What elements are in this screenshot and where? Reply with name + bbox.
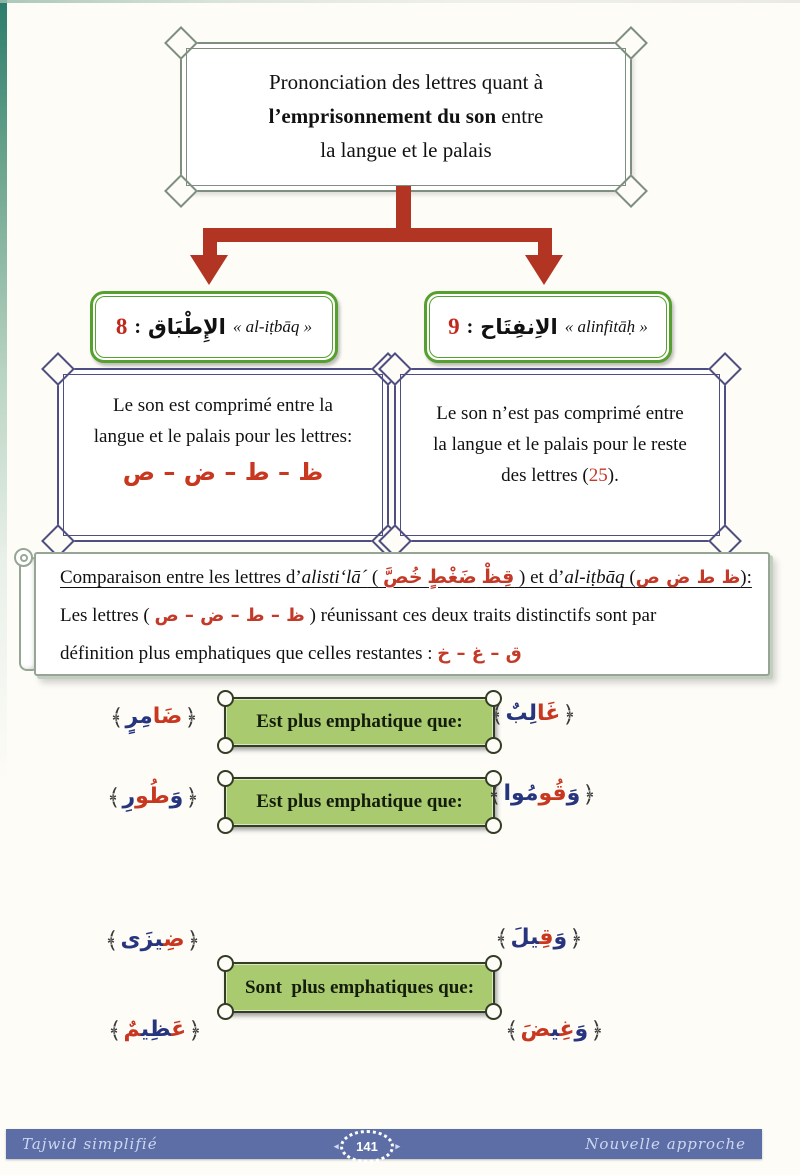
mnemonic-word: خُصَّ bbox=[382, 566, 423, 588]
arabic-word: ضَامِرٍ bbox=[125, 704, 183, 729]
flow-arrow-bar bbox=[203, 228, 552, 242]
corner-ornament bbox=[217, 1003, 234, 1020]
scroll-curl-icon bbox=[14, 548, 33, 567]
arabic-word: وَغِ‍‍ي‍‍ضَ bbox=[520, 1017, 589, 1042]
corner-ornament bbox=[217, 770, 234, 787]
line2-text-end: ) réunissant ces deux traits distinctifs sont par bbox=[304, 605, 657, 626]
emphasis-label-box-2 bbox=[224, 777, 495, 827]
paren: ( bbox=[624, 567, 636, 588]
page-number-badge bbox=[340, 1130, 394, 1163]
ornate-bracket-icon: ﴾ bbox=[490, 702, 504, 728]
colon: : bbox=[134, 315, 141, 338]
line3-text: définition plus emphatiques que celles restantes : bbox=[60, 643, 438, 664]
corner-ornament bbox=[485, 817, 502, 834]
comparison-line2 bbox=[36, 597, 768, 635]
itbaq-description: Le son est comprimé entre la langue et le palais pour les lettres: bbox=[93, 395, 353, 447]
corner-ornament bbox=[485, 955, 502, 972]
arrowhead-left-icon bbox=[190, 255, 228, 285]
rule-9-header-box bbox=[424, 291, 672, 363]
comparison-scroll bbox=[34, 552, 770, 676]
ornate-bracket-icon: ﴾ bbox=[488, 782, 502, 808]
itbaq-letters: ص – ض – ط – ظ bbox=[122, 458, 324, 486]
quran-word-ghalib bbox=[490, 700, 576, 728]
title-line2 bbox=[182, 99, 630, 133]
rule-arabic-name: الاِنفِتَاح bbox=[480, 315, 558, 339]
emphatic-letters: ص – ض – ط – ظ bbox=[154, 605, 305, 626]
corner-ornament bbox=[485, 737, 502, 754]
infitah-description bbox=[429, 398, 691, 491]
infitah-text: Le son n’est pas comprimé entre la langue et le palais pour le reste des lettres ( bbox=[433, 403, 687, 486]
page-edge-decoration bbox=[0, 0, 7, 780]
quran-word-watur bbox=[107, 783, 199, 811]
ornate-bracket-icon: ﴿ bbox=[185, 785, 199, 811]
corner-ornament bbox=[217, 955, 234, 972]
page-number: ◂ 141 bbox=[356, 1139, 378, 1154]
title-box bbox=[180, 42, 632, 192]
ornate-bracket-icon: ﴿ bbox=[184, 705, 198, 731]
ornate-bracket-icon: ﴾ bbox=[105, 928, 119, 954]
ornate-bracket-icon: ﴾ bbox=[505, 1018, 519, 1044]
quran-word-waqila bbox=[495, 924, 583, 952]
istila-term: alisti‘lā´ bbox=[301, 567, 368, 588]
ornate-bracket-icon: ﴿ bbox=[590, 1018, 604, 1044]
quran-word-waghida bbox=[505, 1016, 604, 1044]
heading-mid: ) et d’ bbox=[514, 567, 565, 588]
comparison-heading bbox=[36, 554, 768, 597]
arrowhead-right-icon bbox=[525, 255, 563, 285]
arabic-word: ضِ‍‍يزَى bbox=[120, 927, 185, 952]
heading-text: Comparaison entre les lettres d’ bbox=[60, 567, 302, 588]
letters-count: 25 bbox=[588, 465, 608, 486]
corner-ornament bbox=[485, 1003, 502, 1020]
emphasis-label: Est plus emphatique que: bbox=[256, 711, 463, 732]
itbaq-detail-box bbox=[57, 368, 389, 542]
quran-word-waqumu bbox=[488, 780, 596, 808]
ornate-bracket-icon: ﴾ bbox=[495, 926, 509, 952]
arabic-word: وَقُومُوا bbox=[503, 781, 581, 806]
line2-text: Les lettres ( bbox=[60, 605, 155, 626]
rule-number: 8 bbox=[115, 314, 128, 339]
paren: ( bbox=[367, 567, 383, 588]
emphasis-label-box-1 bbox=[224, 697, 495, 747]
ornate-bracket-icon: ﴾ bbox=[108, 1018, 122, 1044]
footer-book-title: Tajwid simplifié bbox=[22, 1135, 158, 1153]
quran-word-adhim bbox=[108, 1016, 202, 1044]
mnemonic-word: قِظْ bbox=[481, 566, 515, 588]
quran-word-damir bbox=[110, 703, 198, 731]
ornate-bracket-icon: ﴿ bbox=[188, 1018, 202, 1044]
title-line1: Prononciation des lettres quant à bbox=[268, 70, 544, 94]
ornate-bracket-icon: ﴿ bbox=[582, 782, 596, 808]
corner-ornament bbox=[217, 817, 234, 834]
emphasis-label: Est plus emphatique que: bbox=[256, 791, 463, 812]
ornate-bracket-icon: ﴿ bbox=[562, 702, 576, 728]
arabic-word: عَ‍‍ظِي‍‍مٌ bbox=[123, 1017, 187, 1042]
quran-word-diza bbox=[105, 926, 200, 954]
emphasis-label: Sont plus emphatiques que: bbox=[244, 976, 475, 998]
rule-arabic-name: الإِطْبَاق bbox=[147, 315, 226, 339]
corner-ornament bbox=[217, 737, 234, 754]
arabic-word: غَالِبٌ bbox=[505, 701, 561, 726]
rule-number: 9 bbox=[448, 314, 460, 339]
infitah-text-end: ). bbox=[607, 465, 619, 486]
arabic-word: وَطُورِ bbox=[122, 784, 184, 809]
corner-ornament bbox=[164, 174, 198, 208]
rule-transliteration: « al-iṭbāq » bbox=[232, 317, 313, 336]
itbaq-term: al-iṭbāq bbox=[564, 567, 625, 588]
title-line3: la langue et le palais bbox=[320, 138, 492, 162]
mnemonic-word: ضَغْطٍ bbox=[427, 566, 477, 588]
ornate-bracket-icon: ﴾ bbox=[107, 785, 121, 811]
page-top-edge bbox=[0, 0, 800, 3]
ornate-bracket-icon: ﴾ bbox=[110, 705, 124, 731]
arabic-word: وَقِ‍‍يلَ bbox=[510, 925, 568, 950]
flow-arrow-stem bbox=[396, 186, 411, 232]
rule-transliteration: « alinfitāḥ » bbox=[564, 317, 648, 336]
corner-ornament bbox=[217, 690, 234, 707]
corner-ornament bbox=[614, 174, 648, 208]
infitah-detail-box bbox=[394, 368, 726, 542]
ornate-bracket-icon: ﴿ bbox=[569, 926, 583, 952]
comparison-line3 bbox=[36, 635, 768, 673]
itbaq-letters-inline: ص ض ط ظ bbox=[635, 567, 741, 588]
colon: : bbox=[466, 315, 474, 338]
footer-edition: Nouvelle approche bbox=[585, 1135, 746, 1153]
title-bold-phrase: l’emprisonnement du son bbox=[268, 104, 497, 128]
ornate-bracket-icon: ﴿ bbox=[186, 928, 201, 954]
title-line2-rest: entre bbox=[496, 104, 544, 128]
rule-8-header-box bbox=[90, 291, 338, 363]
emphasis-label-box-3 bbox=[224, 962, 495, 1013]
istila-only-letters: خ – غ – ق bbox=[437, 643, 522, 664]
heading-end: ): bbox=[740, 567, 752, 588]
